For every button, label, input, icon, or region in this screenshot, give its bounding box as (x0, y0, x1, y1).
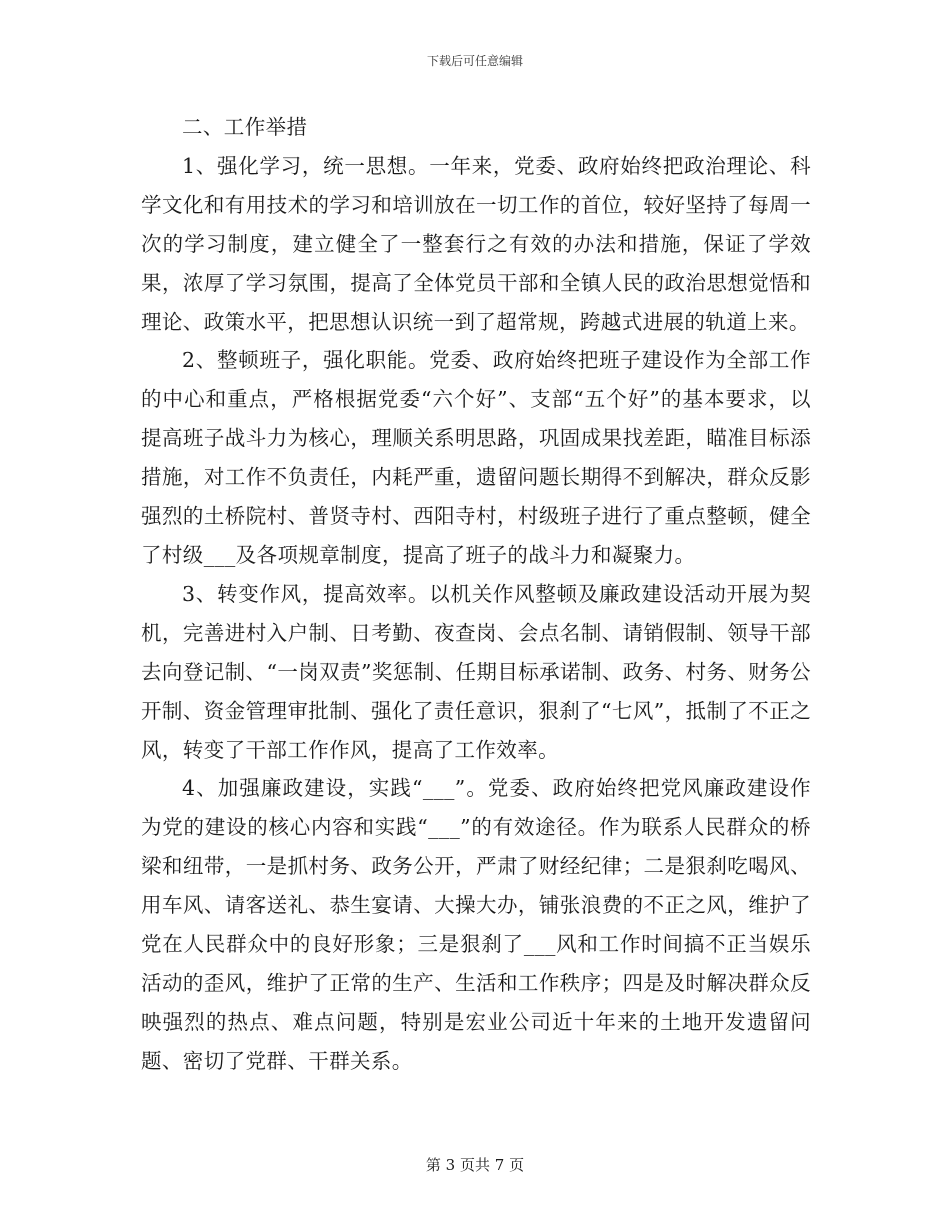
page-header (0, 53, 950, 69)
document-body (141, 108, 811, 1081)
section-heading: 二、工作举措 (182, 115, 308, 139)
paragraph-1: 1、强化学习，统一思想。一年来，党委、政府始终把政治理论、科学文化和有用技术的学习和培训放在一切工作的首位，较好坚持了每周一次的学习制度，建立健全了一整套行之有效的办法和措施，保证了学效果，浓厚了学习氛围，提高了全体党员干部和全镇人民的政治思想觉悟和理论、政策水平，把思想认识统一到了超常规，跨越式进展的轨道上来。 (141, 153, 811, 334)
paragraph-4: 4、加强廉政建设，实践“___”。党委、政府始终把党风廉政建设作为党的建设的核心内容和实践“___”的有效途径。作为联系人民群众的桥梁和纽带，一是抓村务、政务公开，严肃了财经纪律；二是狠刹吃喝风、用车风、请客送礼、恭生宴请、大操大办，铺张浪费的不正之风，维护了党在人民群众中的良好形象；三是狠刹了___风和工作时间搞不正当娱乐活动的歪风，维护了正常的生产、生活和工作秩序；四是及时解决群众反映强烈的热点、难点问题，特别是宏业公司近十年来的土地开发遗留问题、密切了党群、干群关系。 (141, 776, 811, 1073)
page-number: 第 3 页共 7 页 (425, 1156, 525, 1174)
header-note: 下载后可任意编辑 (426, 54, 523, 68)
page-footer (0, 1155, 950, 1175)
paragraph-3: 3、转变作风，提高效率。以机关作风整顿及廉政建设活动开展为契机，完善进村入户制、日考勤、夜查岗、会点名制、请销假制、领导干部去向登记制、“一岗双责”奖惩制、任期目标承诺制、政务、村务、财务公开制、资金管理审批制、强化了责任意识，狠刹了“七风”，抵制了不正之风，转变了干部工作作风，提高了工作效率。 (141, 581, 811, 762)
paragraph-2: 2、整顿班子，强化职能。党委、政府始终把班子建设作为全部工作的中心和重点，严格根据党委“六个好”、支部“五个好”的基本要求，以提高班子战斗力为核心，理顺关系明思路，巩固成果找差距，瞄准目标添措施，对工作不负责任，内耗严重，遗留问题长期得不到解决，群众反影强烈的土桥院村、普贤寺村、西阳寺村，村级班子进行了重点整顿，健全了村级___及各项规章制度，提高了班子的战斗力和凝聚力。 (141, 348, 811, 567)
